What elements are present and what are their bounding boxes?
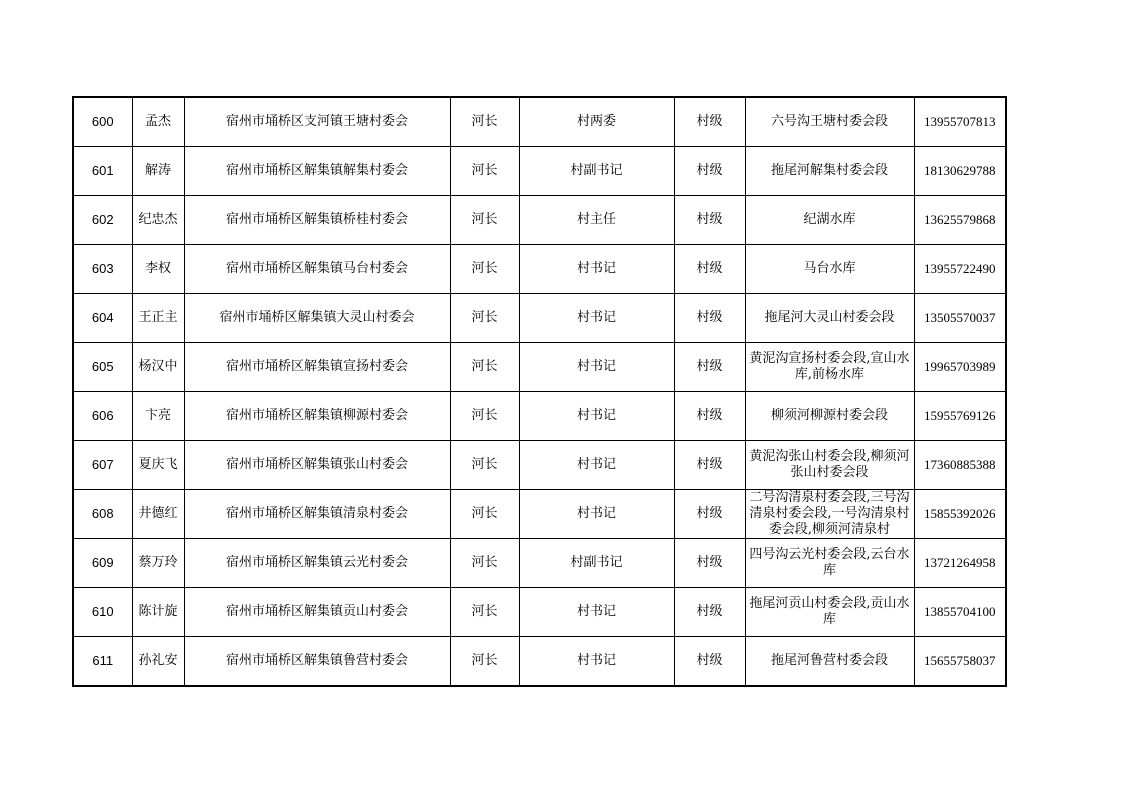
river-section-cell: 柳须河柳源村委会段 — [745, 392, 914, 441]
unit-cell: 宿州市埇桥区解集镇清泉村委会 — [184, 490, 450, 539]
river-section-cell: 拖尾河解集村委会段 — [745, 147, 914, 196]
name-cell: 王正主 — [132, 294, 184, 343]
river-section-cell: 纪湖水库 — [745, 196, 914, 245]
river-section-cell: 拖尾河大灵山村委会段 — [745, 294, 914, 343]
phone-cell: 15655758037 — [914, 637, 1006, 687]
post-cell: 村书记 — [519, 490, 674, 539]
name-cell: 夏庆飞 — [132, 441, 184, 490]
phone-cell: 18130629788 — [914, 147, 1006, 196]
post-cell: 村副书记 — [519, 147, 674, 196]
phone-cell: 13505570037 — [914, 294, 1006, 343]
river-section-cell: 二号沟清泉村委会段,三号沟清泉村委会段,一号沟清泉村委会段,柳须河清泉村 — [745, 490, 914, 539]
name-cell: 孙礼安 — [132, 637, 184, 687]
name-cell: 蔡万玲 — [132, 539, 184, 588]
post-cell: 村书记 — [519, 637, 674, 687]
level-cell: 村级 — [674, 343, 745, 392]
role-cell: 河长 — [450, 294, 519, 343]
table-row — [73, 147, 1006, 196]
role-cell: 河长 — [450, 441, 519, 490]
role-cell: 河长 — [450, 392, 519, 441]
post-cell: 村两委 — [519, 97, 674, 147]
serial-number-cell: 611 — [73, 637, 132, 687]
post-cell: 村书记 — [519, 441, 674, 490]
serial-number-cell: 607 — [73, 441, 132, 490]
level-cell: 村级 — [674, 441, 745, 490]
serial-number-cell: 601 — [73, 147, 132, 196]
post-cell: 村书记 — [519, 392, 674, 441]
river-section-cell: 黄泥沟张山村委会段,柳须河张山村委会段 — [745, 441, 914, 490]
post-cell: 村主任 — [519, 196, 674, 245]
name-cell: 解涛 — [132, 147, 184, 196]
phone-cell: 19965703989 — [914, 343, 1006, 392]
role-cell: 河长 — [450, 343, 519, 392]
phone-cell: 17360885388 — [914, 441, 1006, 490]
serial-number-cell: 604 — [73, 294, 132, 343]
table-row — [73, 245, 1006, 294]
serial-number-cell: 605 — [73, 343, 132, 392]
table-row — [73, 539, 1006, 588]
name-cell: 杨汉中 — [132, 343, 184, 392]
table-row — [73, 343, 1006, 392]
table-row — [73, 490, 1006, 539]
level-cell: 村级 — [674, 196, 745, 245]
serial-number-cell: 610 — [73, 588, 132, 637]
role-cell: 河长 — [450, 588, 519, 637]
role-cell: 河长 — [450, 196, 519, 245]
unit-cell: 宿州市埇桥区解集镇宣扬村委会 — [184, 343, 450, 392]
level-cell: 村级 — [674, 97, 745, 147]
level-cell: 村级 — [674, 294, 745, 343]
phone-cell: 13721264958 — [914, 539, 1006, 588]
role-cell: 河长 — [450, 97, 519, 147]
level-cell: 村级 — [674, 490, 745, 539]
river-section-cell: 拖尾河贡山村委会段,贡山水库 — [745, 588, 914, 637]
unit-cell: 宿州市埇桥区解集镇云光村委会 — [184, 539, 450, 588]
river-chief-table — [72, 96, 1007, 687]
role-cell: 河长 — [450, 245, 519, 294]
level-cell: 村级 — [674, 637, 745, 687]
name-cell: 卞亮 — [132, 392, 184, 441]
table-row — [73, 294, 1006, 343]
level-cell: 村级 — [674, 392, 745, 441]
role-cell: 河长 — [450, 539, 519, 588]
name-cell: 纪忠杰 — [132, 196, 184, 245]
serial-number-cell: 608 — [73, 490, 132, 539]
table-row — [73, 196, 1006, 245]
table-row — [73, 441, 1006, 490]
role-cell: 河长 — [450, 637, 519, 687]
serial-number-cell: 602 — [73, 196, 132, 245]
unit-cell: 宿州市埇桥区解集镇桥桂村委会 — [184, 196, 450, 245]
serial-number-cell: 609 — [73, 539, 132, 588]
level-cell: 村级 — [674, 588, 745, 637]
unit-cell: 宿州市埇桥区解集镇贡山村委会 — [184, 588, 450, 637]
role-cell: 河长 — [450, 147, 519, 196]
unit-cell: 宿州市埇桥区解集镇鲁营村委会 — [184, 637, 450, 687]
post-cell: 村书记 — [519, 343, 674, 392]
phone-cell: 15955769126 — [914, 392, 1006, 441]
serial-number-cell: 606 — [73, 392, 132, 441]
table-body — [73, 97, 1006, 686]
post-cell: 村书记 — [519, 588, 674, 637]
phone-cell: 13955707813 — [914, 97, 1006, 147]
table-row — [73, 392, 1006, 441]
phone-cell: 13625579868 — [914, 196, 1006, 245]
post-cell: 村书记 — [519, 294, 674, 343]
phone-cell: 13855704100 — [914, 588, 1006, 637]
post-cell: 村副书记 — [519, 539, 674, 588]
unit-cell: 宿州市埇桥区解集镇柳源村委会 — [184, 392, 450, 441]
river-section-cell: 六号沟王塘村委会段 — [745, 97, 914, 147]
river-section-cell: 黄泥沟宣扬村委会段,宣山水库,前杨水库 — [745, 343, 914, 392]
level-cell: 村级 — [674, 245, 745, 294]
serial-number-cell: 600 — [73, 97, 132, 147]
unit-cell: 宿州市埇桥区解集镇大灵山村委会 — [184, 294, 450, 343]
unit-cell: 宿州市埇桥区解集镇解集村委会 — [184, 147, 450, 196]
table-row — [73, 588, 1006, 637]
post-cell: 村书记 — [519, 245, 674, 294]
name-cell: 陈计旋 — [132, 588, 184, 637]
level-cell: 村级 — [674, 147, 745, 196]
table-row — [73, 97, 1006, 147]
name-cell: 李权 — [132, 245, 184, 294]
phone-cell: 13955722490 — [914, 245, 1006, 294]
role-cell: 河长 — [450, 490, 519, 539]
level-cell: 村级 — [674, 539, 745, 588]
unit-cell: 宿州市埇桥区解集镇马台村委会 — [184, 245, 450, 294]
name-cell: 井德红 — [132, 490, 184, 539]
river-section-cell: 四号沟云光村委会段,云台水库 — [745, 539, 914, 588]
river-section-cell: 马台水库 — [745, 245, 914, 294]
table-row — [73, 637, 1006, 687]
name-cell: 孟杰 — [132, 97, 184, 147]
serial-number-cell: 603 — [73, 245, 132, 294]
phone-cell: 15855392026 — [914, 490, 1006, 539]
unit-cell: 宿州市埇桥区解集镇张山村委会 — [184, 441, 450, 490]
river-section-cell: 拖尾河鲁营村委会段 — [745, 637, 914, 687]
unit-cell: 宿州市埇桥区支河镇王塘村委会 — [184, 97, 450, 147]
